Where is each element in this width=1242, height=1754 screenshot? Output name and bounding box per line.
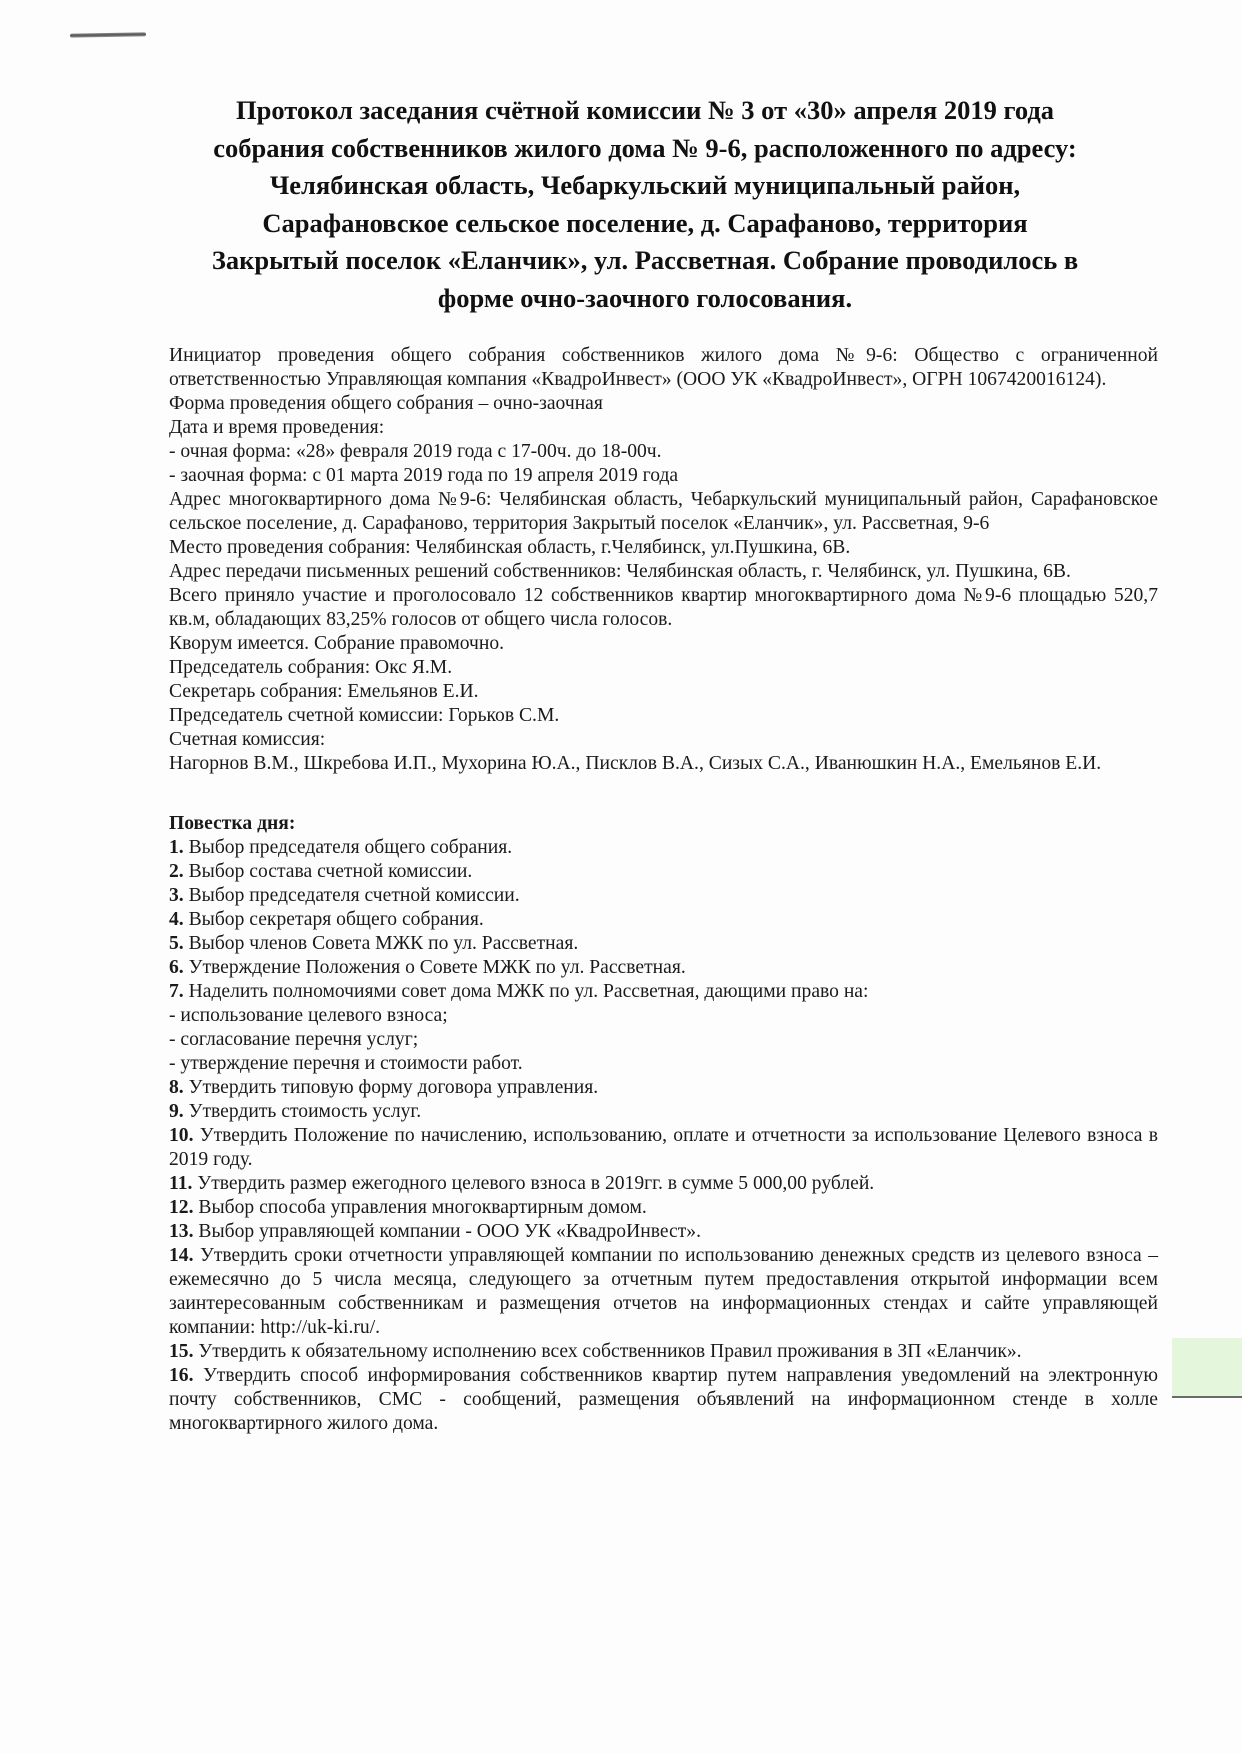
agenda-item-number: 8. bbox=[169, 1077, 184, 1098]
agenda-item-number: 9. bbox=[169, 1101, 184, 1122]
agenda-item bbox=[169, 1100, 1158, 1124]
commission-chairman: Председатель счетной комиссии: Горьков С.М. bbox=[169, 705, 560, 726]
staple-mark bbox=[70, 32, 146, 37]
agenda-item-text: Утвердить сроки отчетности управляющей компании по использованию денежных средств из целевого взноса – ежемесячно до 5 числа месяца, следующего за отчетным путем предоставления открытой информации всем заинтересованным собственникам и размещения отчетов на информационных стендах и сайте управляющей компании: http://uk-ki.ru/. bbox=[169, 1245, 1158, 1338]
agenda-item bbox=[169, 1220, 1158, 1244]
sticky-note-fragment bbox=[1172, 1338, 1242, 1398]
agenda-item-number: 4. bbox=[169, 909, 184, 930]
datetime-label: Дата и время проведения: bbox=[169, 417, 385, 438]
quorum-statement: Кворум имеется. Собрание правомочно. bbox=[169, 633, 505, 654]
meeting-venue: Место проведения собрания: Челябинская область, г.Челябинск, ул.Пушкина, 6В. bbox=[169, 537, 851, 558]
agenda-item-text: Выбор способа управления многоквартирным домом. bbox=[198, 1197, 647, 1218]
building-address: Адрес многоквартирного дома №9-6: Челябинская область, Чебаркульский муниципальный район, Сарафановское сельское поселение, д. Сарафаново, территория Закрытый поселок «Еланчик», ул. Рассветная, 9-6 bbox=[169, 489, 1158, 534]
agenda-subitem bbox=[169, 1004, 1158, 1028]
agenda-item-number: 3. bbox=[169, 885, 184, 906]
in-person-date: - очная форма: «28» февраля 2019 года с 17-00ч. до 18-00ч. bbox=[169, 441, 662, 462]
title-line: форме очно-заочного голосования. bbox=[437, 282, 853, 313]
agenda-item bbox=[169, 1244, 1158, 1340]
initiator-paragraph: Инициатор проведения общего собрания собственников жилого дома №9-6: Общество с ограниченной ответственностью Управляющая компания «КвадроИнвест» (ООО УК «КвадроИнвест», ОГРН 1067420016124). bbox=[169, 345, 1158, 390]
agenda-item bbox=[169, 1124, 1158, 1172]
agenda-item-number: 7. bbox=[169, 981, 184, 1002]
commission-members: Нагорнов В.М., Шкребова И.П., Мухорина Ю.А., Писклов В.А., Сизых С.А., Иванюшкин Н.А., Емельянов Е.И. bbox=[169, 753, 1102, 774]
agenda-item bbox=[169, 836, 1158, 860]
agenda-heading: Повестка дня: bbox=[169, 813, 296, 834]
meeting-form: Форма проведения общего собрания – очно-заочная bbox=[169, 393, 603, 414]
agenda-item-number: 6. bbox=[169, 957, 184, 978]
agenda-item-number: 16. bbox=[169, 1365, 194, 1386]
agenda-item bbox=[169, 1340, 1158, 1364]
title-line: Закрытый поселок «Еланчик», ул. Рассветная. Собрание проводилось в bbox=[211, 245, 1079, 275]
agenda-item-text: Выбор состава счетной комиссии. bbox=[188, 861, 473, 882]
agenda-item-text: - использование целевого взноса; bbox=[169, 1005, 448, 1026]
agenda-item bbox=[169, 956, 1158, 980]
agenda-item-text: Выбор управляющей компании - ООО УК «КвадроИнвест». bbox=[198, 1221, 701, 1242]
agenda-item bbox=[169, 1196, 1158, 1220]
agenda-item-number: 15. bbox=[169, 1341, 194, 1362]
agenda-item-text: Утвердить размер ежегодного целевого взноса в 2019гг. в сумме 5 000,00 рублей. bbox=[197, 1173, 875, 1194]
agenda-item-number: 2. bbox=[169, 861, 184, 882]
agenda-item-number: 1. bbox=[169, 837, 184, 858]
meeting-chairman: Председатель собрания: Окс Я.М. bbox=[169, 657, 453, 678]
agenda-item-text: Выбор секретаря общего собрания. bbox=[188, 909, 484, 930]
agenda-item bbox=[169, 860, 1158, 884]
title-line: Сарафановское сельское поселение, д. Сарафаново, территория bbox=[262, 207, 1028, 238]
agenda-item-text: Выбор членов Совета МЖК по ул. Рассветная. bbox=[188, 933, 579, 954]
agenda-item-text: Утвердить способ информирования собственников квартир путем направления уведомлений на электронную почту собственников, СМС - сообщений, размещения объявлений на информационном стенде в холле многоквартирного жилого дома. bbox=[169, 1365, 1158, 1434]
agenda-item-text: Утвердить к обязательному исполнению всех собственников Правил проживания в ЗП «Еланчик». bbox=[198, 1341, 1022, 1362]
agenda-item bbox=[169, 908, 1158, 932]
agenda-item-number: 12. bbox=[169, 1197, 194, 1218]
agenda-subitem bbox=[169, 1052, 1158, 1076]
agenda-item-number: 13. bbox=[169, 1221, 194, 1242]
agenda-item bbox=[169, 980, 1158, 1004]
agenda-item-text: Утверждение Положения о Совете МЖК по ул. Рассветная. bbox=[188, 957, 686, 978]
agenda-item-text: Выбор председателя общего собрания. bbox=[188, 837, 513, 858]
submission-address: Адрес передачи письменных решений собственников: Челябинская область, г. Челябинск, ул. Пушкина, 6В. bbox=[169, 561, 1071, 582]
title-line: собрания собственников жилого дома № 9-6, расположенного по адресу: bbox=[213, 132, 1077, 163]
agenda-item-number: 14. bbox=[169, 1245, 194, 1266]
agenda-item-text: Утвердить стоимость услуг. bbox=[188, 1101, 422, 1122]
agenda-item-text: Выбор председателя счетной комиссии. bbox=[188, 885, 520, 906]
title-line: Протокол заседания счётной комиссии № 3 от «30» апреля 2019 года bbox=[235, 95, 1054, 125]
agenda-item-number: 11. bbox=[169, 1173, 193, 1194]
agenda-item bbox=[169, 1364, 1158, 1436]
agenda-item-text: Наделить полномочиями совет дома МЖК по ул. Рассветная, дающими право на: bbox=[188, 981, 869, 1002]
meeting-secretary: Секретарь собрания: Емельянов Е.И. bbox=[169, 681, 479, 702]
agenda-item-number: 10. bbox=[169, 1125, 194, 1146]
agenda-subitem bbox=[169, 1028, 1158, 1052]
agenda-list bbox=[169, 836, 1158, 1436]
section-spacer bbox=[169, 776, 1158, 812]
participation-summary: Всего приняло участие и проголосовало 12 собственников квартир многоквартирного дома №9-6 площадью 520,7 кв.м, обладающих 83,25% голосов от общего числа голосов. bbox=[169, 585, 1158, 630]
remote-dates: - заочная форма: с 01 марта 2019 года по 19 апреля 2019 года bbox=[169, 465, 679, 486]
agenda-item-text: - утверждение перечня и стоимости работ. bbox=[169, 1053, 523, 1074]
agenda-item-text: Утвердить типовую форму договора управления. bbox=[188, 1077, 599, 1098]
document-title bbox=[150, 92, 1140, 317]
title-line: Челябинская область, Чебаркульский муниципальный район, bbox=[269, 170, 1021, 200]
agenda-item-number: 5. bbox=[169, 933, 184, 954]
agenda-item bbox=[169, 1172, 1158, 1196]
agenda-item bbox=[169, 932, 1158, 956]
commission-label: Счетная комиссия: bbox=[169, 729, 326, 750]
agenda-item-text: Утвердить Положение по начислению, использованию, оплате и отчетности за использование Целевого взноса в 2019 году. bbox=[169, 1125, 1158, 1170]
agenda-item-text: - согласование перечня услуг; bbox=[169, 1029, 419, 1050]
agenda-item bbox=[169, 884, 1158, 908]
agenda-item bbox=[169, 1076, 1158, 1100]
document-body bbox=[169, 344, 1158, 1436]
